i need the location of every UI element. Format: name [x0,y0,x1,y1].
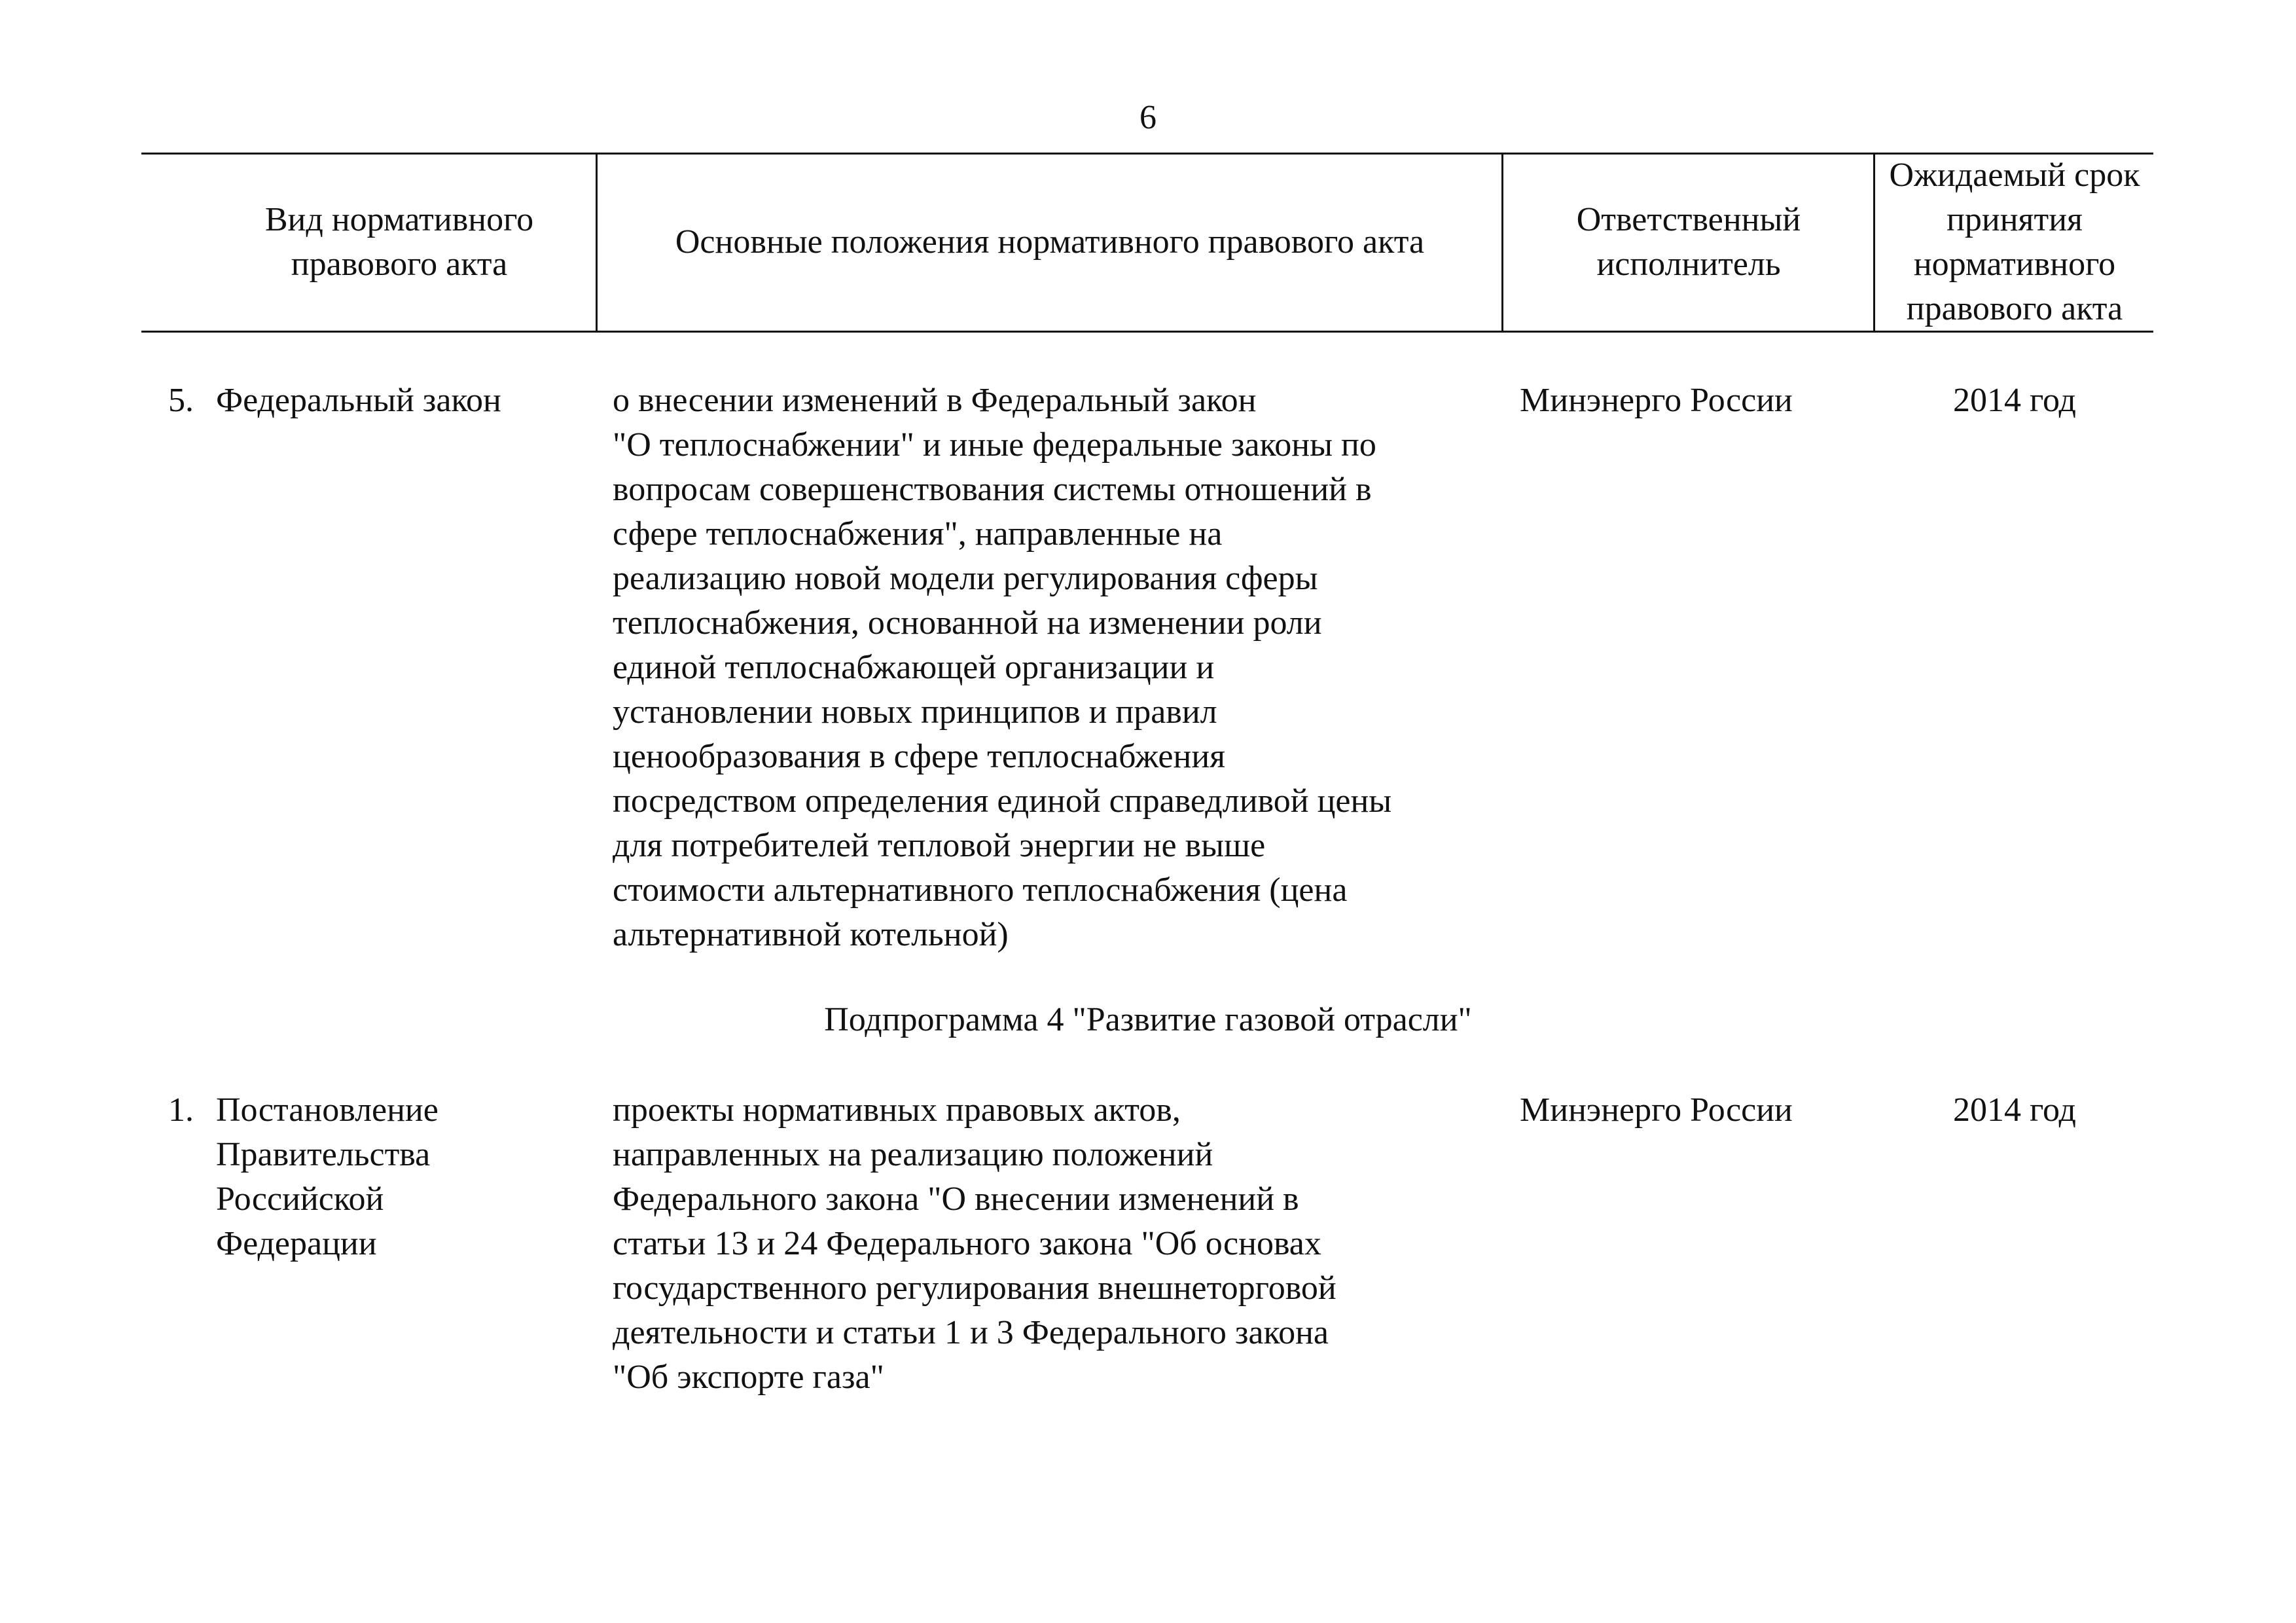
column-divider-1 [596,154,598,332]
page-number: 6 [1139,99,1157,136]
row-executor: Минэнерго России [1520,1091,1793,1129]
header-act-type: Вид нормативного правового акта [264,201,534,283]
header-provisions: Основные положения нормативного правового акта [675,223,1425,261]
row-deadline: 2014 год [1953,1091,2076,1129]
row-number: 1. [168,1091,194,1129]
row-act-type: Федеральный закон [216,382,501,419]
row-provisions: проекты нормативных правовых актов, направленных на реализацию положений Федерального закона "О внесении изменений в статьи 13 и 24 Федерального закона "Об основах государственного регулирования внешнеторговой деятельности и статьи 1 и 3 Федерального закона "Об экспорте газа" [613,1091,1336,1396]
subprogram-heading: Подпрограмма 4 "Развитие газовой отрасли" [824,1001,1472,1038]
row-deadline: 2014 год [1953,382,2076,419]
table-header-bottom-rule [141,331,2153,333]
header-deadline: Ожидаемый срок принятия нормативного правового акта [1889,156,2140,327]
row-act-type: Постановление Правительства Российской Федерации [216,1091,439,1262]
row-provisions: о внесении изменений в Федеральный закон "О теплоснабжении" и иные федеральные законы по вопросам совершенствования системы отношений в сфере теплоснабжения", направленные на реализацию новой модели регулирования сферы теплоснабжения, основанной на изменении роли единой теплоснабжающей организации и установлении новых принципов и правил ценообразования в сфере теплоснабжения посредством определения единой справедливой цены для потребителей тепловой энергии не выше стоимости альтернативного теплоснабжения (цена альтернативной котельной) [613,382,1392,953]
row-number: 5. [168,382,194,419]
column-divider-2 [1501,154,1503,332]
header-executor: Ответственный исполнитель [1576,201,1801,283]
row-executor: Минэнерго России [1520,382,1793,419]
column-divider-3 [1873,154,1875,332]
